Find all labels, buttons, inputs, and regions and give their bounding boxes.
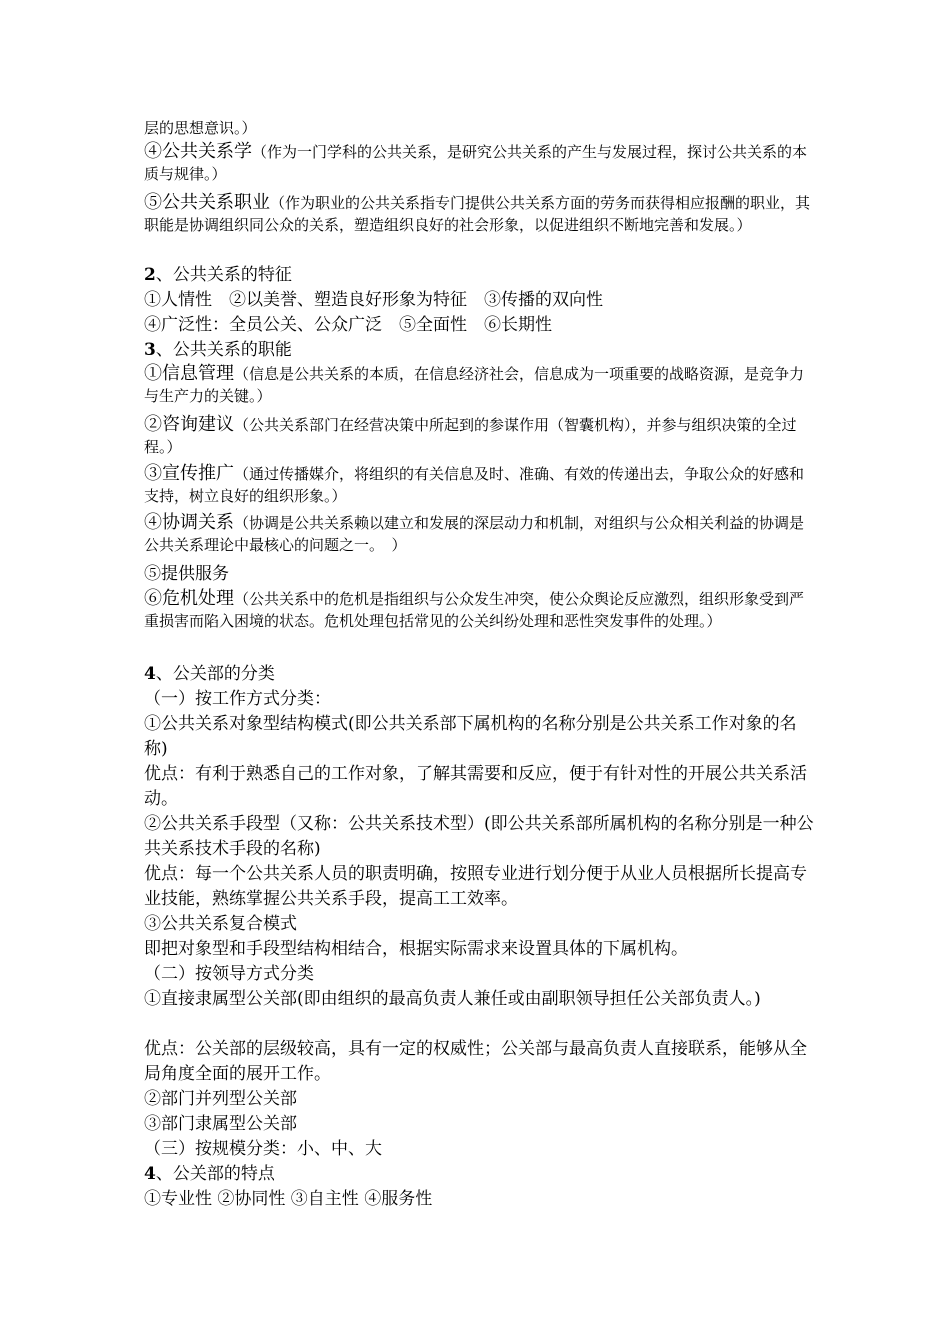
term-explanation: （信息是公共关系的本质，在信息经济社会，信息成为一项重要的战略资源，是竞争力与生产力的关键。）	[144, 365, 805, 405]
paragraph-public-relations-science	[144, 141, 814, 185]
section-number: 4	[144, 664, 156, 684]
term-lead: ⑤公共关系职业	[144, 192, 270, 213]
paragraph-continuation: 层的思想意识。）	[144, 119, 257, 137]
function-promotion	[144, 463, 814, 507]
paragraph-public-relations-profession	[144, 192, 814, 236]
term-lead: ④协调关系	[144, 512, 234, 533]
term-explanation: （公共关系部门在经营决策中所起到的参谋作用（智囊机构），并参与组织决策的全过程。）	[144, 416, 797, 456]
classification-technique-advantage: 优点：每一个公共关系人员的职责明确，按照专业进行划分便于从业人员根据所长提高专业技能，熟练掌握公共关系手段，提高工工效率。	[144, 864, 807, 909]
classification-subordinate-type: ③部门隶属型公关部	[144, 1114, 297, 1134]
section-number: 3	[144, 340, 156, 360]
classification-direct-advantage: 优点：公关部的层级较高，具有一定的权威性；公关部与最高负责人直接联系，能够从全局角度全面的展开工作。	[144, 1039, 807, 1084]
section-heading-functions	[144, 338, 292, 363]
classification-composite-desc: 即把对象型和手段型结构相结合，根据实际需求来设置具体的下属机构。	[144, 939, 688, 959]
classification-direct-type: ①直接隶属型公关部(即由组织的最高负责人兼任或由副职领导担任公关部负责人。)	[144, 989, 761, 1009]
section-heading-characteristics	[144, 1162, 275, 1187]
section-heading-features	[144, 263, 292, 288]
term-explanation: （公共关系中的危机是指组织与公众发生冲突，使公众舆论反应激烈，组织形象受到严重损害而陷入困境的状态。危机处理包括常见的公关纠纷处理和恶性突发事件的处理。）	[144, 590, 805, 630]
section-number: 4	[144, 1164, 156, 1184]
section-title: 、公共关系的职能	[155, 340, 292, 360]
function-coordination	[144, 512, 814, 556]
term-lead: ④公共关系学	[144, 141, 252, 162]
classification-object-model: ①公共关系对象型结构模式(即公共关系部下属机构的名称分别是公共关系工作对象的名称)	[144, 714, 797, 759]
classification-subheading-3: （三）按规模分类：小、中、大	[144, 1139, 382, 1159]
section-title: 、公关部的分类	[155, 664, 275, 684]
classification-technique-model: ②公共关系手段型（又称：公共关系技术型）(即公共关系部所属机构的名称分别是一种公共关系技术手段的名称)	[144, 814, 814, 859]
term-explanation: （通过传播媒介，将组织的有关信息及时、准确、有效的传递出去，争取公众的好感和支持，树立良好的组织形象。）	[144, 465, 805, 505]
section-title: 、公关部的特点	[155, 1164, 275, 1184]
function-crisis	[144, 588, 814, 632]
term-lead: ③宣传推广	[144, 463, 234, 484]
term-lead: ②咨询建议	[144, 414, 234, 435]
term-explanation: （作为职业的公共关系指专门提供公共关系方面的劳务而获得相应报酬的职业，其职能是协调组织同公众的关系，塑造组织良好的社会形象，以促进组织不断地完善和发展。）	[144, 194, 811, 234]
classification-composite-model: ③公共关系复合模式	[144, 914, 297, 934]
function-consulting	[144, 414, 814, 458]
classification-object-advantage: 优点：有利于熟悉自己的工作对象，了解其需要和反应，便于有针对性的开展公共关系活动。	[144, 764, 807, 809]
features-line-1: ①人情性 ②以美誉、塑造良好形象为特征 ③传播的双向性	[144, 290, 603, 310]
classification-parallel-type: ②部门并列型公关部	[144, 1089, 297, 1109]
section-number: 2	[144, 265, 156, 285]
function-information-management	[144, 363, 814, 407]
section-title: 、公共关系的特征	[155, 265, 292, 285]
term-explanation: （作为一门学科的公共关系，是研究公共关系的产生与发展过程，探讨公共关系的本质与规律。）	[144, 143, 808, 183]
characteristics-list: ①专业性 ②协同性 ③自主性 ④服务性	[144, 1189, 433, 1209]
function-service: ⑤提供服务	[144, 564, 229, 584]
classification-subheading-2: （二）按领导方式分类	[144, 964, 314, 984]
classification-subheading-1: （一）按工作方式分类：	[144, 689, 331, 709]
section-heading-classification	[144, 662, 275, 687]
term-lead: ⑥危机处理	[144, 588, 234, 609]
features-line-2: ④广泛性：全员公关、公众广泛 ⑤全面性 ⑥长期性	[144, 315, 552, 335]
term-explanation: （协调是公共关系赖以建立和发展的深层动力和机制，对组织与公众相关利益的协调是公共关系理论中最核心的问题之一。 ）	[144, 514, 805, 554]
term-lead: ①信息管理	[144, 363, 234, 384]
